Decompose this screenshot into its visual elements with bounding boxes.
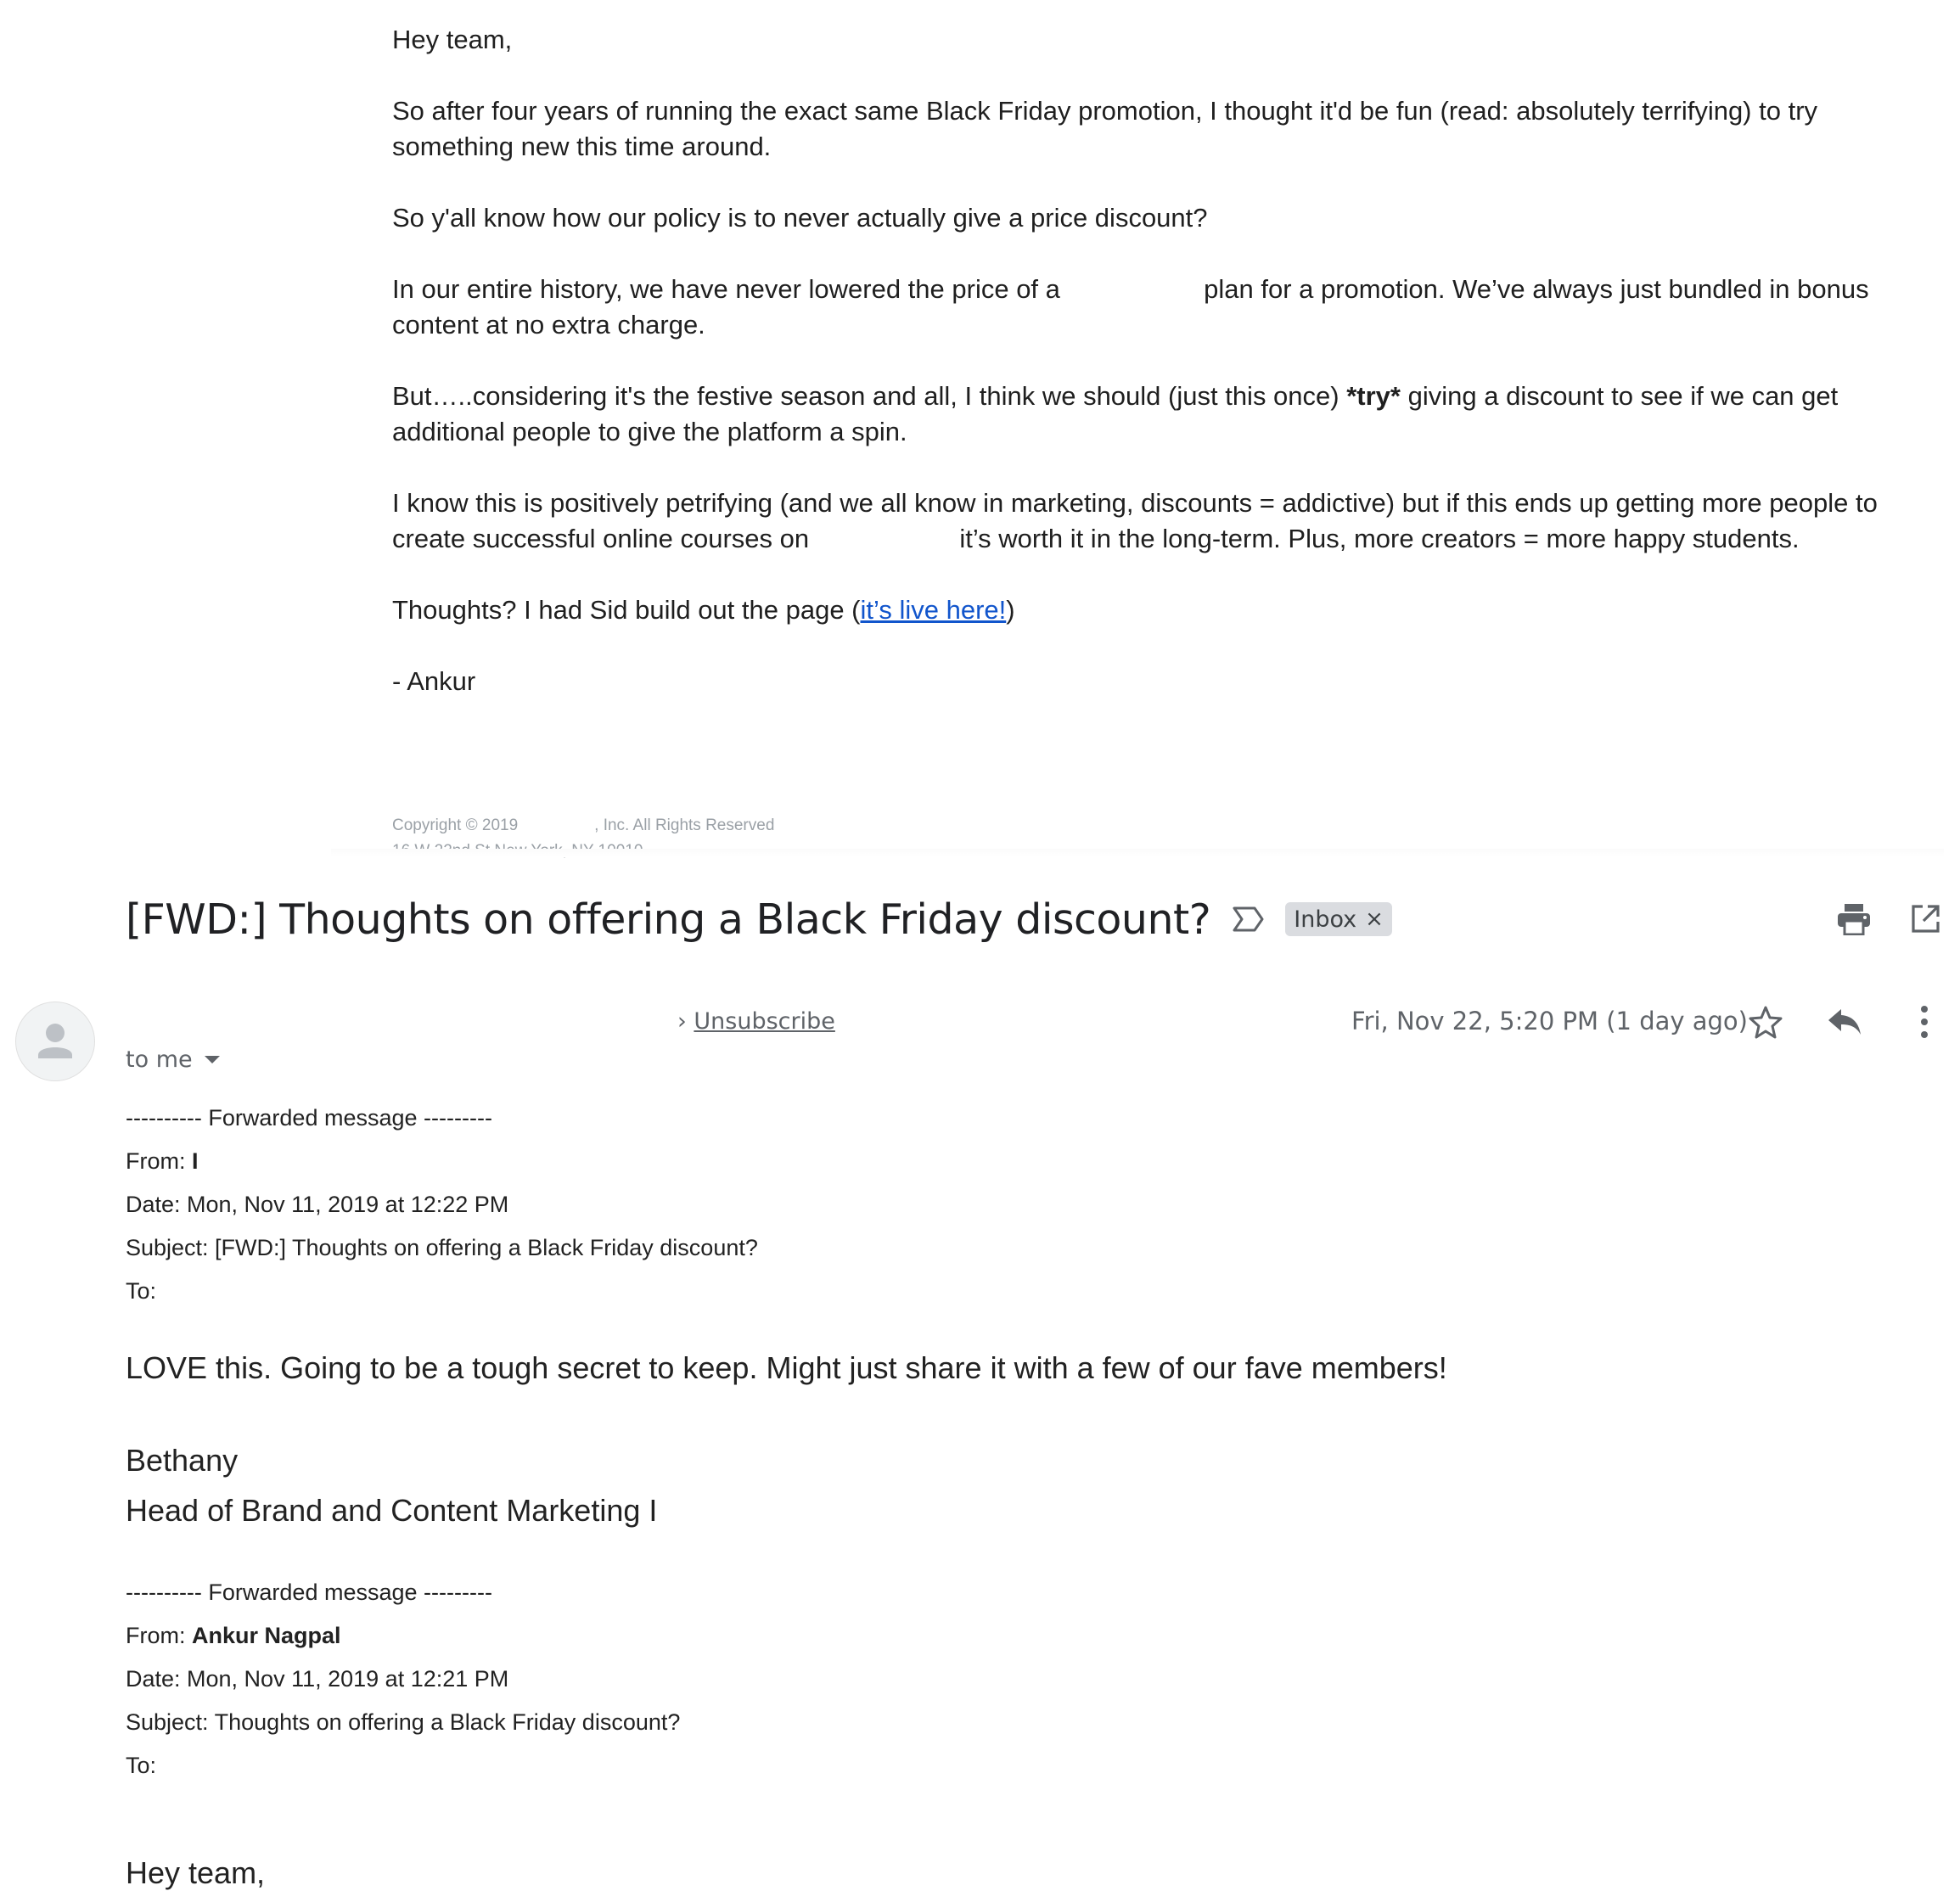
forwarded-from	[126, 1614, 680, 1658]
forwarded-message-greeting: Hey team,	[126, 1855, 266, 1890]
star-outline-icon[interactable]	[1747, 1003, 1784, 1041]
message-paragraph-2: So y'all know how our policy is to never actually give a price discount?	[392, 203, 1208, 233]
reply-signature	[126, 1435, 657, 1535]
quoted-message-section	[0, 0, 1960, 857]
recipient-text: to me	[126, 1047, 193, 1073]
email-subject: [FWD:] Thoughts on offering a Black Friday discount?	[126, 895, 1211, 944]
unsubscribe-chevron: ›	[677, 1008, 687, 1035]
signature-name: Bethany	[126, 1443, 239, 1478]
new-window-icon-svg	[1910, 904, 1940, 934]
paragraph-text: Thoughts? I had Sid build out the page (	[392, 595, 861, 625]
copyright-text: Copyright © 2019	[392, 816, 519, 834]
message-paragraph-4	[392, 379, 1946, 450]
emphasis-text: *try*	[1346, 381, 1401, 411]
forwarded-divider: ---------- Forwarded message ---------	[126, 1105, 492, 1131]
forwarded-divider: ---------- Forwarded message ---------	[126, 1580, 492, 1605]
forwarded-header-2	[126, 1571, 680, 1787]
redacted-brand-name	[817, 524, 952, 553]
from-value: I	[192, 1148, 199, 1174]
label-chip-inbox	[1285, 902, 1392, 936]
copyright-line	[392, 813, 774, 839]
reply-message-body: LOVE this. Going to be a tough secret to keep. Might just share it with a few of our fave members!	[126, 1350, 1447, 1385]
message-paragraph-5	[392, 485, 1946, 557]
live-page-link[interactable]: it’s live here!	[860, 595, 1007, 625]
print-icon[interactable]	[1835, 901, 1873, 938]
unsubscribe-link[interactable]: Unsubscribe	[694, 1008, 835, 1035]
quoted-message-body	[392, 22, 1946, 699]
reply-icon[interactable]	[1826, 1003, 1863, 1041]
forwarded-to: To:	[126, 1753, 157, 1778]
email-subject-row	[126, 891, 1392, 947]
message-paragraph-6	[392, 592, 1946, 628]
forwarded-date: Date: Mon, Nov 11, 2019 at 12:21 PM	[126, 1666, 509, 1692]
message-paragraph-1: So after four years of running the exact same Black Friday promotion, I thought it'd be fun (read: absolutely terrifying) to try something new this time around.	[392, 96, 1818, 161]
reply-icon-svg	[1827, 1007, 1862, 1036]
label-chip-text: Inbox	[1294, 906, 1357, 933]
forwarded-from	[126, 1140, 758, 1183]
redacted-company-name	[518, 817, 594, 833]
print-icon-svg	[1837, 903, 1871, 935]
message-signoff: - Ankur	[392, 666, 476, 696]
paragraph-text: In our entire history, we have never lowered the price of a	[392, 274, 1068, 304]
footer-divider	[331, 849, 1944, 857]
forwarded-header-1	[126, 1097, 758, 1313]
paragraph-text: But…..considering it's the festive season and all, I think we should (just this once)	[392, 381, 1347, 411]
message-paragraph-3	[392, 272, 1946, 343]
label-important-outline-icon[interactable]	[1233, 904, 1266, 934]
copyright-text: , Inc. All Rights Reserved	[594, 816, 775, 834]
redacted-brand-name	[1068, 274, 1197, 303]
important-marker-svg	[1233, 906, 1265, 932]
default-avatar-icon[interactable]	[15, 1002, 95, 1081]
paragraph-text: giving a discount to see if we can get additional people to give the platform a spin.	[392, 381, 1839, 446]
more-icon-svg	[1919, 1005, 1929, 1039]
from-label: From:	[126, 1148, 192, 1174]
paragraph-text: it’s worth it in the long-term. Plus, more creators = more happy students.	[952, 524, 1800, 553]
forwarded-date: Date: Mon, Nov 11, 2019 at 12:22 PM	[126, 1192, 509, 1217]
from-label: From:	[126, 1623, 192, 1648]
message-datetime: Fri, Nov 22, 5:20 PM (1 day ago)	[1351, 1007, 1748, 1035]
forwarded-subject: Subject: Thoughts on offering a Black Friday discount?	[126, 1709, 681, 1735]
recipient-details-toggle[interactable]	[126, 1047, 220, 1073]
paragraph-text: plan for a promotion. We’ve always just bundled in bonus content at no extra charge.	[392, 274, 1869, 339]
paragraph-text: )	[1006, 595, 1015, 625]
signature-title: Head of Brand and Content Marketing I	[126, 1493, 658, 1528]
more-vertical-icon[interactable]	[1906, 1003, 1943, 1041]
from-value: Ankur Nagpal	[192, 1623, 341, 1648]
open-in-new-window-icon[interactable]	[1907, 901, 1944, 938]
star-icon-svg	[1748, 1004, 1783, 1040]
chevron-down-icon	[205, 1056, 220, 1063]
forwarded-subject: Subject: [FWD:] Thoughts on offering a Black Friday discount?	[126, 1235, 758, 1260]
paragraph-text: I know this is positively petrifying (and we all know in marketing, discounts = addictive) but if this ends up getting more people to create successful online courses on	[392, 488, 1878, 553]
forwarded-to: To:	[126, 1278, 157, 1304]
avatar-svg	[16, 1002, 94, 1080]
message-greeting: Hey team,	[392, 25, 513, 54]
unsubscribe-action[interactable]	[677, 1008, 835, 1035]
close-icon[interactable]: ×	[1365, 906, 1384, 932]
